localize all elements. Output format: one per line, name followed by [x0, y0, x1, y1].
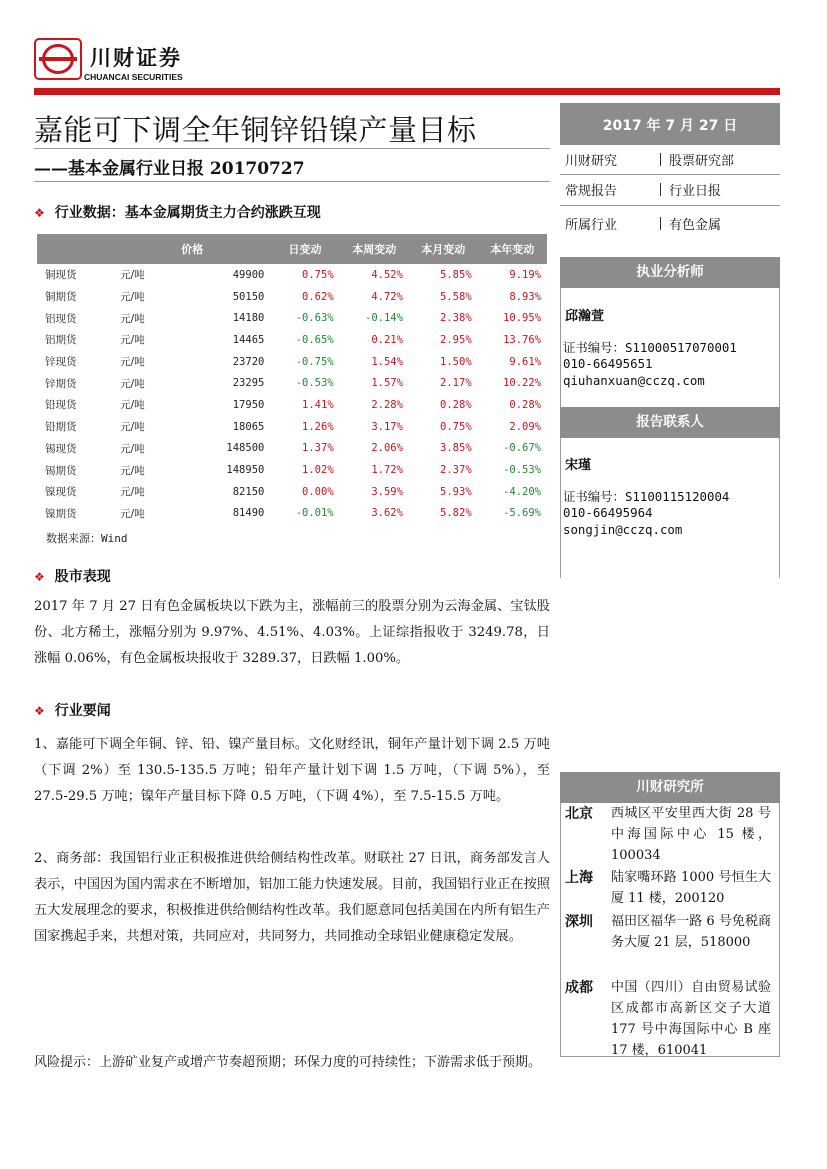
contact-email: songjin@cczq.com	[563, 522, 683, 537]
day-change-cell: -0.01%	[295, 507, 334, 520]
commodity-name: 镍期货	[45, 507, 77, 520]
analyst-name: 邱瀚萱	[565, 309, 605, 324]
price-cell: 49900	[232, 268, 265, 281]
week-change-cell: 4.72%	[371, 290, 403, 303]
day-change-cell: 1.26%	[302, 420, 334, 433]
meta-separator	[660, 183, 661, 196]
unit-cell: 元/吨	[120, 507, 145, 520]
month-change-cell: 2.38%	[440, 312, 472, 325]
meta-row	[565, 180, 721, 199]
news-paragraph-2: 2、商务部：我国铝行业正积极推进供给侧结构性改革。财联社 27 日讯，商务部发言人表示，中国因为国内需求在不断增加，铝加工能力快速发展。目前，我国铝行业正在按照五大发展理念的要求，积极推进供给侧结构性改革。我们愿意同包括美国在内所有铝生产国家携起手来，共想对策，共同应对，共同努力，共同推动全球铝业健康稳定发展。	[34, 851, 550, 944]
month-change-cell: 5.82%	[440, 507, 472, 520]
table-row	[37, 394, 547, 416]
section-heading-text: 行业要闻	[54, 703, 111, 719]
meta-row	[565, 150, 734, 169]
month-change-cell: 2.37%	[440, 464, 472, 477]
month-change-cell: 5.85%	[440, 268, 472, 281]
commodity-name: 铝期货	[45, 334, 77, 347]
unit-cell: 元/吨	[120, 312, 145, 325]
week-change-cell: 3.59%	[371, 485, 403, 498]
meta-value: 有色金属	[669, 218, 722, 233]
table-row	[37, 286, 547, 308]
table-header-row	[37, 234, 547, 264]
commodity-name: 锡期货	[45, 464, 77, 477]
day-change-cell: 1.37%	[302, 442, 334, 455]
price-cell: 82150	[232, 485, 265, 498]
table-header-cell	[120, 234, 171, 264]
day-change-cell: -0.53%	[295, 377, 334, 390]
table-row	[37, 329, 547, 351]
section-heading-industry-data	[34, 202, 321, 222]
institute-header: 川财研究所	[560, 772, 780, 803]
unit-cell: 元/吨	[120, 486, 145, 499]
month-change-cell: 5.93%	[440, 485, 472, 498]
diamond-bullet-icon: ❖	[34, 206, 45, 220]
day-change-cell: 1.41%	[302, 398, 334, 411]
price-cell: 23720	[232, 355, 265, 368]
month-change-cell: 1.50%	[440, 355, 472, 368]
table-row	[37, 416, 547, 438]
contact-cert: 证书编号：S1100115120004	[563, 489, 730, 504]
analyst-phone: 010-66495651	[563, 356, 653, 371]
section-heading-stock-market	[34, 566, 111, 586]
office-city-chengdu: 成都	[565, 980, 593, 996]
week-change-cell: 1.54%	[371, 355, 403, 368]
price-cell: 148500	[226, 442, 265, 455]
year-change-cell: -0.67%	[503, 442, 541, 455]
year-change-cell: -0.53%	[503, 464, 541, 477]
contact-phone: 010-66495964	[563, 505, 653, 520]
meta-separator	[660, 153, 661, 166]
contact-box-border	[560, 438, 561, 578]
section-heading-text: 股市表现	[54, 569, 111, 585]
institute-box-border	[560, 803, 561, 1057]
commodity-name: 铜现货	[45, 269, 77, 282]
unit-cell: 元/吨	[120, 356, 145, 369]
price-cell: 23295	[232, 377, 265, 390]
price-cell: 50150	[232, 290, 265, 303]
analyst-box-border	[779, 288, 780, 408]
title-divider	[34, 148, 550, 149]
price-cell: 18065	[232, 420, 265, 433]
commodity-name: 锡现货	[45, 442, 77, 455]
day-change-cell: -0.63%	[295, 312, 334, 325]
day-change-cell: 0.75%	[302, 268, 334, 281]
year-change-cell: -4.20%	[503, 485, 541, 498]
office-address-beijing: 西城区平安里西大街 28 号中海国际中心 15 楼，100034	[611, 806, 771, 863]
analyst-cert: 证书编号：S1100051707000​1	[563, 340, 737, 355]
logo-bar-icon	[39, 57, 77, 61]
office-city-shenzhen: 深圳	[565, 914, 593, 930]
price-cell: 14465	[232, 333, 265, 346]
office-address-chengdu: 中国（四川）自由贸易试验区成都市高新区交子大道 177 号中海国际中心 B 座 17 楼，610041	[611, 980, 771, 1058]
unit-cell: 元/吨	[120, 421, 145, 434]
table-header-month: 本月变动	[409, 234, 478, 264]
table-header-week: 本周变动	[340, 234, 409, 264]
day-change-cell: -0.65%	[295, 333, 334, 346]
institute-box-border	[779, 803, 780, 1057]
day-change-cell: 0.00%	[302, 485, 334, 498]
commodity-name: 锌现货	[45, 356, 77, 369]
meta-value: 股票研究部	[669, 154, 735, 169]
unit-cell: 元/吨	[120, 269, 145, 282]
section-heading-text: 行业数据：基本金属期货主力合约涨跌互现	[54, 205, 321, 221]
office-address-shenzhen: 福田区福华一路 6 号免税商务大厦 21 层，518000	[611, 914, 771, 950]
week-change-cell: 1.72%	[371, 464, 403, 477]
diamond-bullet-icon: ❖	[34, 570, 45, 584]
table-row	[37, 481, 547, 503]
price-cell: 81490	[232, 507, 265, 520]
contact-box-border	[779, 438, 780, 578]
brand-name-cn: 川财证券	[90, 46, 182, 70]
header-red-band	[34, 88, 780, 95]
report-subtitle: ——基本金属行业日报 20170727	[34, 159, 305, 179]
commodity-name: 铜期货	[45, 291, 77, 304]
meta-key: 所属行业	[565, 218, 618, 233]
day-change-cell: -0.75%	[295, 355, 334, 368]
week-change-cell: 4.52%	[371, 268, 403, 281]
week-change-cell: 0.21%	[371, 333, 403, 346]
week-change-cell: -0.14%	[365, 312, 403, 325]
month-change-cell: 0.75%	[440, 420, 472, 433]
week-change-cell: 3.62%	[371, 507, 403, 520]
analyst-box-border	[560, 288, 561, 408]
office-address-shanghai: 陆家嘴环路 1000 号恒生大厦 11 楼，200120	[611, 870, 771, 906]
meta-divider	[560, 205, 780, 206]
data-source: 数据来源：Wind	[46, 532, 128, 545]
year-change-cell: 9.19%	[509, 268, 541, 281]
price-table	[37, 234, 547, 524]
commodity-name: 锌期货	[45, 377, 77, 390]
news-paragraph-1: 1、嘉能可下调全年铜、锌、铅、镍产量目标。文化财经讯，铜年产量计划下调 2.5 万吨（下调 2%）至 130.5-135.5 万吨；铅年产量计划下调 1.5 万吨，（下调 5%），至 27.5-29.5 万吨；镍年产量目标下降 0.5 万吨，（下调 4%），至 7.5-15.5 万吨。	[34, 737, 550, 804]
analyst-email: qiuhanxuan@cczq.com	[563, 373, 705, 388]
price-cell: 17950	[232, 398, 265, 411]
meta-divider	[560, 174, 780, 175]
commodity-name: 镍现货	[45, 486, 77, 499]
month-change-cell: 0.28%	[440, 398, 472, 411]
meta-separator	[660, 217, 661, 230]
table-row	[37, 459, 547, 481]
price-cell: 14180	[232, 312, 265, 325]
brand-name-en: CHUANCAI SECURITIES	[84, 72, 183, 82]
table-header-day: 日变动	[270, 234, 339, 264]
unit-cell: 元/吨	[120, 442, 145, 455]
month-change-cell: 3.85%	[440, 442, 472, 455]
table-header-cell	[37, 234, 120, 264]
week-change-cell: 3.17%	[371, 420, 403, 433]
company-logo	[34, 38, 82, 80]
table-row	[37, 307, 547, 329]
unit-cell: 元/吨	[120, 334, 145, 347]
subtitle-divider	[34, 181, 550, 182]
week-change-cell: 1.57%	[371, 377, 403, 390]
section-heading-industry-news	[34, 700, 111, 720]
office-city-beijing: 北京	[565, 806, 593, 822]
year-change-cell: 10.95%	[503, 312, 541, 325]
report-title: 嘉能可下调全年铜锌铅镍产量目标	[34, 113, 477, 147]
table-row	[37, 264, 547, 286]
week-change-cell: 2.06%	[371, 442, 403, 455]
diamond-bullet-icon: ❖	[34, 704, 45, 718]
table-row	[37, 351, 547, 373]
contact-header: 报告联系人	[560, 407, 780, 438]
month-change-cell: 2.95%	[440, 333, 472, 346]
table-row	[37, 503, 547, 525]
meta-key: 川财研究	[565, 154, 618, 169]
year-change-cell: 10.22%	[503, 377, 541, 390]
report-date: 2017 年 7 月 27 日	[560, 103, 780, 145]
price-cell: 148950	[226, 464, 265, 477]
table-header-year: 本年变动	[478, 234, 547, 264]
meta-row	[565, 214, 721, 233]
unit-cell: 元/吨	[120, 291, 145, 304]
meta-key: 常规报告	[565, 184, 618, 199]
commodity-name: 铅期货	[45, 421, 77, 434]
risk-warning: 风险提示：上游矿业复产或增产节奏超预期；环保力度的可持续性；下游需求低于预期。	[34, 1055, 542, 1070]
table-row	[37, 438, 547, 460]
week-change-cell: 2.28%	[371, 398, 403, 411]
stock-market-paragraph: 2017 年 7 月 27 日有色金属板块以下跌为主，涨幅前三的股票分别为云海金属、宝钛股份、北方稀土，涨幅分别为 9.97%、4.51%、4.03%。上证综指报收于 3249.78，日涨幅 0.06%，有色金属板块报收于 3289.37，日跌幅 1.00%。	[34, 599, 550, 666]
year-change-cell: 13.76%	[503, 333, 541, 346]
contact-name: 宋瑾	[565, 458, 592, 473]
day-change-cell: 1.02%	[302, 464, 334, 477]
month-change-cell: 2.17%	[440, 377, 472, 390]
commodity-name: 铝现货	[45, 312, 77, 325]
table-row	[37, 372, 547, 394]
year-change-cell: 2.09%	[509, 420, 541, 433]
table-header-price: 价格	[171, 234, 270, 264]
meta-value: 行业日报	[669, 184, 722, 199]
year-change-cell: -5.69%	[503, 507, 541, 520]
year-change-cell: 0.28%	[509, 398, 541, 411]
month-change-cell: 5.58%	[440, 290, 472, 303]
unit-cell: 元/吨	[120, 377, 145, 390]
day-change-cell: 0.62%	[302, 290, 334, 303]
year-change-cell: 8.93%	[509, 290, 541, 303]
unit-cell: 元/吨	[120, 399, 145, 412]
unit-cell: 元/吨	[120, 464, 145, 477]
commodity-name: 铅现货	[45, 399, 77, 412]
analyst-header: 执业分析师	[560, 257, 780, 288]
office-city-shanghai: 上海	[565, 870, 593, 886]
year-change-cell: 9.61%	[509, 355, 541, 368]
